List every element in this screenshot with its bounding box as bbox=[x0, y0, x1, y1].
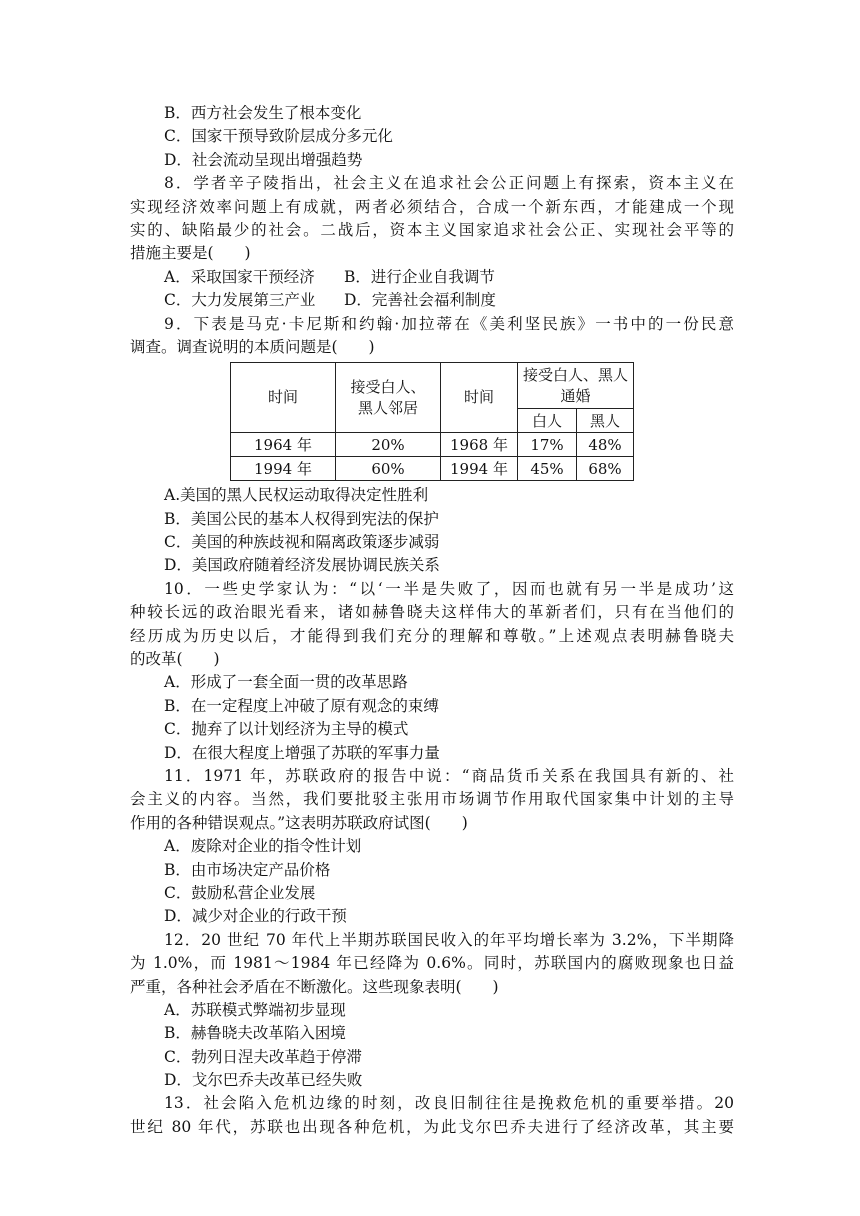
table-cell: 20% bbox=[336, 433, 441, 457]
table-cell: 1968 年 bbox=[441, 433, 518, 457]
q9-option-d: D．美国政府随着经济发展协调民族关系 bbox=[164, 556, 440, 575]
q11-option-d: D．减少对企业的行政干预 bbox=[164, 907, 347, 926]
q11-stem-line: 11．1971 年，苏联政府的报告中说：“商品货币关系在我国具有新的、社 bbox=[164, 766, 734, 785]
q12-option-b: B．赫鲁晓夫改革陷入困境 bbox=[164, 1024, 346, 1043]
q12-option-a: A．苏联模式弊端初步显现 bbox=[164, 1000, 346, 1019]
q10-option-b: B．在一定程度上冲破了原有观念的束缚 bbox=[164, 696, 439, 715]
q10-stem-line: 种较长远的政治眼光看来，诸如赫鲁晓夫这样伟大的革新者们，只有在当他们的 bbox=[130, 603, 734, 622]
q7-option-d: D．社会流动呈现出增强趋势 bbox=[164, 150, 363, 169]
q7-option-b: B．西方社会发生了根本变化 bbox=[164, 104, 362, 122]
q7-option-c: C．国家干预导致阶层成分多元化 bbox=[164, 127, 393, 146]
table-row bbox=[231, 433, 634, 457]
q10-option-d: D．在很大程度上增强了苏联的军事力量 bbox=[164, 743, 440, 762]
header-black: 黑人 bbox=[577, 409, 634, 433]
q9-stem-line: 9．下表是马克·卡尼斯和约翰·加拉蒂在《美利坚民族》一书中的一份民意 bbox=[164, 314, 734, 333]
header-time-2: 时间 bbox=[441, 363, 518, 433]
q11-stem-line: 会主义的内容。当然，我们要批驳主张用市场调节作用取代国家集中计划的主导 bbox=[130, 790, 734, 809]
q13-stem-line: 13．社会陷入危机边缘的时刻，改良旧制往往是挽救危机的重要举措。20 bbox=[164, 1094, 734, 1113]
q8-options-row-1 bbox=[130, 266, 734, 289]
table-cell: 48% bbox=[577, 433, 634, 457]
table-cell: 45% bbox=[518, 457, 577, 481]
header-marriage bbox=[518, 363, 634, 409]
header-marriage-text: 接受白人、黑人通婚 bbox=[522, 365, 628, 405]
q10-option-a: A．形成了一套全面一贯的改革思路 bbox=[164, 673, 408, 692]
q9-option-a: A.美国的黑人民权运动取得决定性胜利 bbox=[164, 486, 429, 505]
table-row bbox=[231, 457, 634, 481]
q10-stem-line: 的改革( ) bbox=[130, 650, 220, 669]
header-white: 白人 bbox=[518, 409, 577, 433]
q10-stem-line: 经历成为历史以后，才能得到我们充分的理解和尊敬。”上述观点表明赫鲁晓夫 bbox=[130, 626, 734, 645]
table-cell: 60% bbox=[336, 457, 441, 481]
table-cell: 1964 年 bbox=[231, 433, 336, 457]
q8-stem-line: 实的、缺陷最少的社会。二战后，资本主义国家追求社会公正、实现社会平等的 bbox=[130, 220, 734, 239]
table-cell: 1994 年 bbox=[231, 457, 336, 481]
q8-option-a: A．采取国家干预经济 bbox=[164, 267, 315, 286]
header-neighbor-text: 接受白人、黑人邻居 bbox=[350, 377, 426, 417]
q8-option-c: C．大力发展第三产业 bbox=[164, 291, 316, 310]
q10-option-c: C．抛弃了以计划经济为主导的模式 bbox=[164, 720, 409, 739]
survey-table-wrap bbox=[230, 362, 734, 481]
table-cell: 68% bbox=[577, 457, 634, 481]
q12-option-d: D．戈尔巴乔夫改革已经失败 bbox=[164, 1071, 363, 1090]
q8-stem-line: 措施主要是( ) bbox=[130, 244, 251, 263]
table-cell: 17% bbox=[518, 433, 577, 457]
table-cell: 1994 年 bbox=[441, 457, 518, 481]
q8-stem-line: 实现经济效率问题上有成就，两者必须结合，合成一个新东西，才能建成一个现 bbox=[130, 197, 734, 216]
q10-stem-line: 10．一些史学家认为：“以‘一半是失败了，因而也就有另一半是成功’这 bbox=[164, 579, 734, 598]
q13-stem-line: 世纪 80 年代，苏联也出现各种危机，为此戈尔巴乔夫进行了经济改革，其主要 bbox=[130, 1117, 734, 1136]
q9-stem-line: 调查。调查说明的本质问题是( ) bbox=[130, 337, 375, 356]
q11-option-b: B．由市场决定产品价格 bbox=[164, 860, 331, 879]
survey-table bbox=[230, 362, 634, 481]
q8-stem-line: 8．学者辛子陵指出，社会主义在追求社会公正问题上有探索，资本主义在 bbox=[164, 174, 734, 193]
q11-stem-line: 作用的各种错误观点。”这表明苏联政府试图( ) bbox=[130, 813, 468, 832]
header-time-1: 时间 bbox=[231, 363, 336, 433]
header-neighbor bbox=[336, 363, 441, 433]
q9-option-b: B．美国公民的基本人权得到宪法的保护 bbox=[164, 509, 439, 528]
q8-options-row-2 bbox=[130, 289, 734, 312]
q12-stem-line: 严重，各种社会矛盾在不断激化。这些现象表明( ) bbox=[130, 977, 499, 996]
q11-option-a: A．废除对企业的指令性计划 bbox=[164, 837, 362, 856]
q12-stem-line: 12．20 世纪 70 年代上半期苏联国民收入的年平均增长率为 3.2%，下半期降 bbox=[164, 930, 734, 949]
page-content bbox=[130, 102, 734, 1139]
q12-stem-line: 为 1.0%，而 1981～1984 年已经降为 0.6%。同时，苏联国内的腐败现象也日益 bbox=[130, 954, 734, 973]
q11-option-c: C．鼓励私营企业发展 bbox=[164, 883, 316, 902]
q12-option-c: C．勃列日涅夫改革趋于停滞 bbox=[164, 1047, 362, 1066]
q8-option-d: D．完善社会福利制度 bbox=[344, 291, 496, 310]
q9-option-c: C．美国的种族歧视和隔离政策逐步减弱 bbox=[164, 533, 440, 552]
q8-option-b: B．进行企业自我调节 bbox=[344, 267, 495, 286]
